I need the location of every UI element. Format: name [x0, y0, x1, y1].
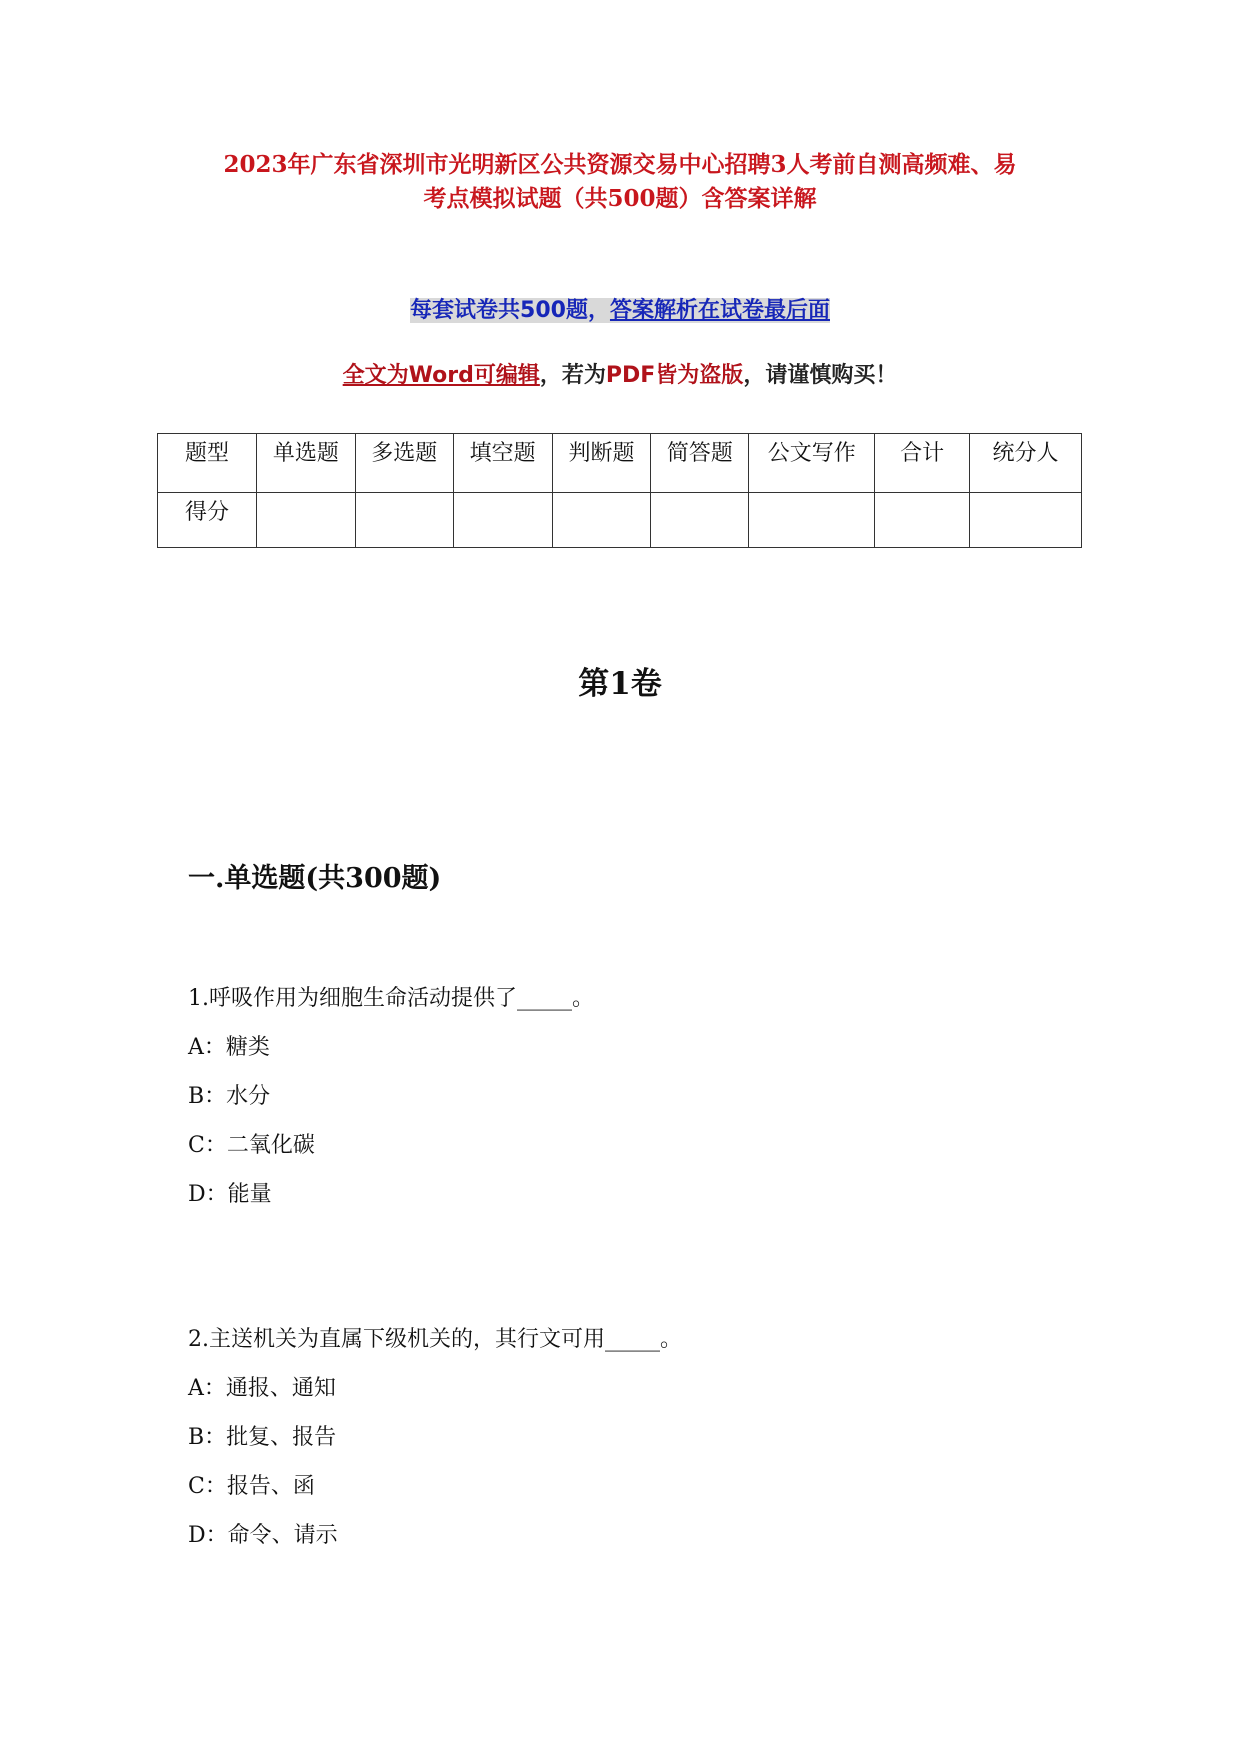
score-cell — [453, 493, 552, 548]
notice-copyright-part1: ，若为 — [539, 363, 606, 388]
score-cell — [970, 493, 1082, 548]
notice-total-count: 500 — [520, 298, 566, 323]
question-1-option-a: A：糖类 — [188, 1035, 270, 1060]
score-row-label: 得分 — [158, 493, 257, 548]
title-line-1: 2023年广东省深圳市光明新区公共资源交易中心招聘3人考前自测高频难、易 — [223, 151, 1017, 178]
word-editable-link[interactable]: 全文为Word可编辑 — [342, 363, 540, 388]
question-1-option-d: D：能量 — [188, 1182, 272, 1207]
header-cell-multiple-choice: 多选题 — [355, 434, 453, 493]
question-1-option-b: B：水分 — [188, 1084, 271, 1109]
score-cell — [355, 493, 453, 548]
title-line-2: 考点模拟试题（共500题）含答案详解 — [423, 185, 817, 212]
header-cell-total: 合计 — [875, 434, 970, 493]
question-1-option-c: C：二氧化碳 — [188, 1133, 315, 1158]
header-cell-type: 题型 — [158, 434, 257, 493]
answer-location-link[interactable]: 答案解析在试卷最后面 — [609, 298, 830, 323]
notice-total-prefix: 每套试卷共 — [410, 298, 521, 323]
score-cell — [749, 493, 875, 548]
notice-total-suffix: 题， — [565, 298, 610, 323]
score-cell — [256, 493, 355, 548]
notice-answer-location — [0, 293, 1240, 324]
volume-title: 第1卷 — [578, 666, 662, 702]
score-cell — [651, 493, 749, 548]
score-table — [157, 433, 1082, 548]
document-title — [170, 148, 1070, 216]
header-cell-short-answer: 简答题 — [651, 434, 749, 493]
question-2-option-a: A：通报、通知 — [188, 1376, 336, 1401]
score-cell — [552, 493, 651, 548]
header-cell-true-false: 判断题 — [552, 434, 651, 493]
question-2-option-c: C：报告、函 — [188, 1474, 315, 1499]
notice-pdf-piracy: PDF皆为盗版 — [605, 363, 744, 388]
header-cell-fill-blank: 填空题 — [453, 434, 552, 493]
score-table-score-row — [158, 493, 1082, 548]
header-cell-single-choice: 单选题 — [256, 434, 355, 493]
notice-copyright — [0, 358, 1240, 389]
section-title: 一.单选题(共300题) — [188, 863, 442, 894]
header-cell-scorer: 统分人 — [970, 434, 1082, 493]
question-2-stem: 2.主送机关为直属下级机关的，其行文可用_____。 — [188, 1327, 682, 1352]
question-2-option-b: B：批复、报告 — [188, 1425, 337, 1450]
score-cell — [875, 493, 970, 548]
question-1-stem: 1.呼吸作用为细胞生命活动提供了_____。 — [188, 986, 594, 1011]
header-cell-official-writing: 公文写作 — [749, 434, 875, 493]
score-table-header-row — [158, 434, 1082, 493]
question-2-option-d: D：命令、请示 — [188, 1523, 338, 1548]
notice-copyright-part2: ，请谨慎购买！ — [743, 363, 898, 388]
